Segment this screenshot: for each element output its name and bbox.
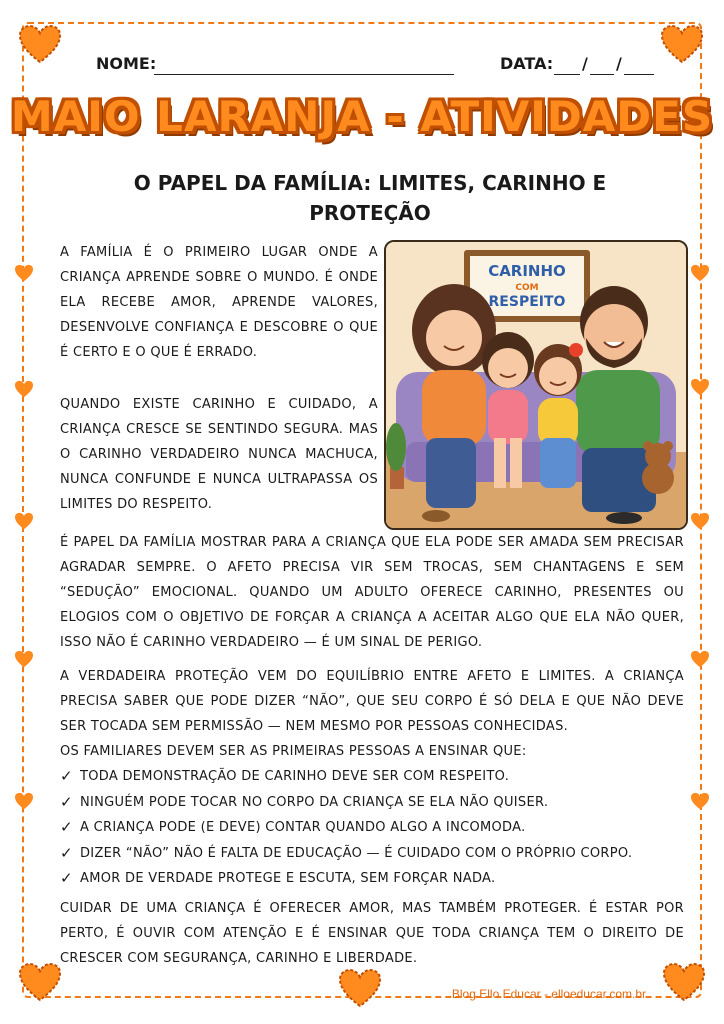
footer-credit: Blog Ello Educar - elloeducar.com.br [451,987,646,1001]
name-label: NOME: [96,54,157,73]
heart-icon-top-right [660,24,704,64]
check-icon: ✓ [60,767,73,785]
list-item [60,815,684,841]
sign-line-2: COM [515,283,539,293]
date-month-field[interactable] [590,56,614,75]
list-item [60,764,684,790]
paragraph-family-role: É PAPEL DA FAMÍLIA MOSTRAR PARA A CRIANÇA QUE ELA PODE SER AMADA SEM PRECISAR AGRADAR SEMPRE. O AFETO PRECISA VIR SEM TROCAS, SEM CHANTAGENS E SEM “SEDUÇÃO” EMOCIONAL. QUANDO UM ADULTO OFERECE CARINHO, PRESENTES OU ELOGIOS COM O OBJETIVO DE FORÇAR A CRIANÇA A ACEITAR ALGO QUE ELA NÃO QUER, ISSO NÃO É CARINHO VERDADEIRO — É UM SINAL DE PERIGO. [60,535,684,650]
subtitle-line-1: O PAPEL DA FAMÍLIA: LIMITES, CARINHO E [133,171,607,195]
heart-icon-bottom-center [338,968,382,1008]
checklist [60,764,684,892]
paragraph-protection: A VERDADEIRA PROTEÇÃO VEM DO EQUILÍBRIO ENTRE AFETO E LIMITES. A CRIANÇA PRECISA SABER QUE PODE DIZER “NÃO”, QUE SEU CORPO É SÓ DELA E QUE NÃO DEVE SER TOCADA SEM PERMISSÃO — NEM MESMO POR PESSOAS CONHECIDAS. [60,669,684,734]
list-item-text: A CRIANÇA PODE (E DEVE) CONTAR QUANDO ALGO A INCOMODA. [80,820,526,835]
heart-icon-bottom-left [18,962,62,1002]
list-item-text: TODA DEMONSTRAÇÃO DE CARINHO DEVE SER COM RESPEITO. [80,769,510,784]
date-day-field[interactable] [554,56,580,75]
paragraph-care: QUANDO EXISTE CARINHO E CUIDADO, A CRIANÇA CRESCE SE SENTINDO SEGURA. MAS O CARINHO VERDADEIRO NUNCA MACHUCA, NUNCA CONFUNDE E NUNCA ULTRAPASSA OS LIMITES DO RESPEITO. [60,397,378,512]
heart-icon-side [14,792,34,810]
sign-line-3: RESPEITO [488,294,566,310]
heart-icon-side [690,650,710,668]
heart-icon-side [14,650,34,668]
list-item-text: DIZER “NÃO” NÃO É FALTA DE EDUCAÇÃO — É CUIDADO COM O PRÓPRIO CORPO. [80,845,633,861]
paragraph-conclusion: CUIDAR DE UMA CRIANÇA É OFERECER AMOR, MAS TAMBÉM PROTEGER. É ESTAR POR PERTO, É OUVIR COM ATENÇÃO E É ENSINAR QUE TODA CRIANÇA TEM O DIREITO DE CRESCER COM SEGURANÇA, CARINHO E LIBERDADE. [60,901,684,966]
heart-icon-top-left [18,24,62,64]
date-year-field[interactable] [624,56,654,75]
list-item [60,790,684,816]
heart-icon-side [690,792,710,810]
family-illustration [384,240,688,530]
date-label: DATA: [500,54,554,73]
paragraph-list-intro: OS FAMILIARES DEVEM SER AS PRIMEIRAS PESSOAS A ENSINAR QUE: [60,744,527,759]
heart-icon-side [14,264,34,282]
check-icon: ✓ [60,818,73,836]
check-icon: ✓ [60,792,73,811]
heart-icon-side [14,380,34,398]
header-fields: NOME: DATA: / / [96,54,656,80]
heart-icon-side [14,512,34,530]
heart-icon-side [690,264,710,282]
subtitle-line-2: PROTEÇÃO [309,201,431,225]
heart-icon-side [690,512,710,530]
list-item-text: NINGUÉM PODE TOCAR NO CORPO DA CRIANÇA SE ELA NÃO QUISER. [80,794,549,810]
name-field[interactable] [154,56,454,75]
list-item-text: AMOR DE VERDADE PROTEGE E ESCUTA, SEM FORÇAR NADA. [80,871,496,886]
list-item [60,866,684,892]
page-title: MAIO LARANJA - ATIVIDADES [10,92,714,141]
paragraph-intro: A FAMÍLIA É O PRIMEIRO LUGAR ONDE A CRIANÇA APRENDE SOBRE O MUNDO. É ONDE ELA RECEBE AMOR, APRENDE VALORES, DESENVOLVE CONFIANÇA E DESCOBRE O QUE É CERTO E O QUE É ERRADO. [60,245,378,360]
heart-icon-side [690,378,710,396]
sign-line-1: CARINHO [488,262,566,280]
subtitle [90,168,650,228]
check-icon: ✓ [60,843,73,862]
list-item [60,841,684,867]
check-icon: ✓ [60,869,73,887]
